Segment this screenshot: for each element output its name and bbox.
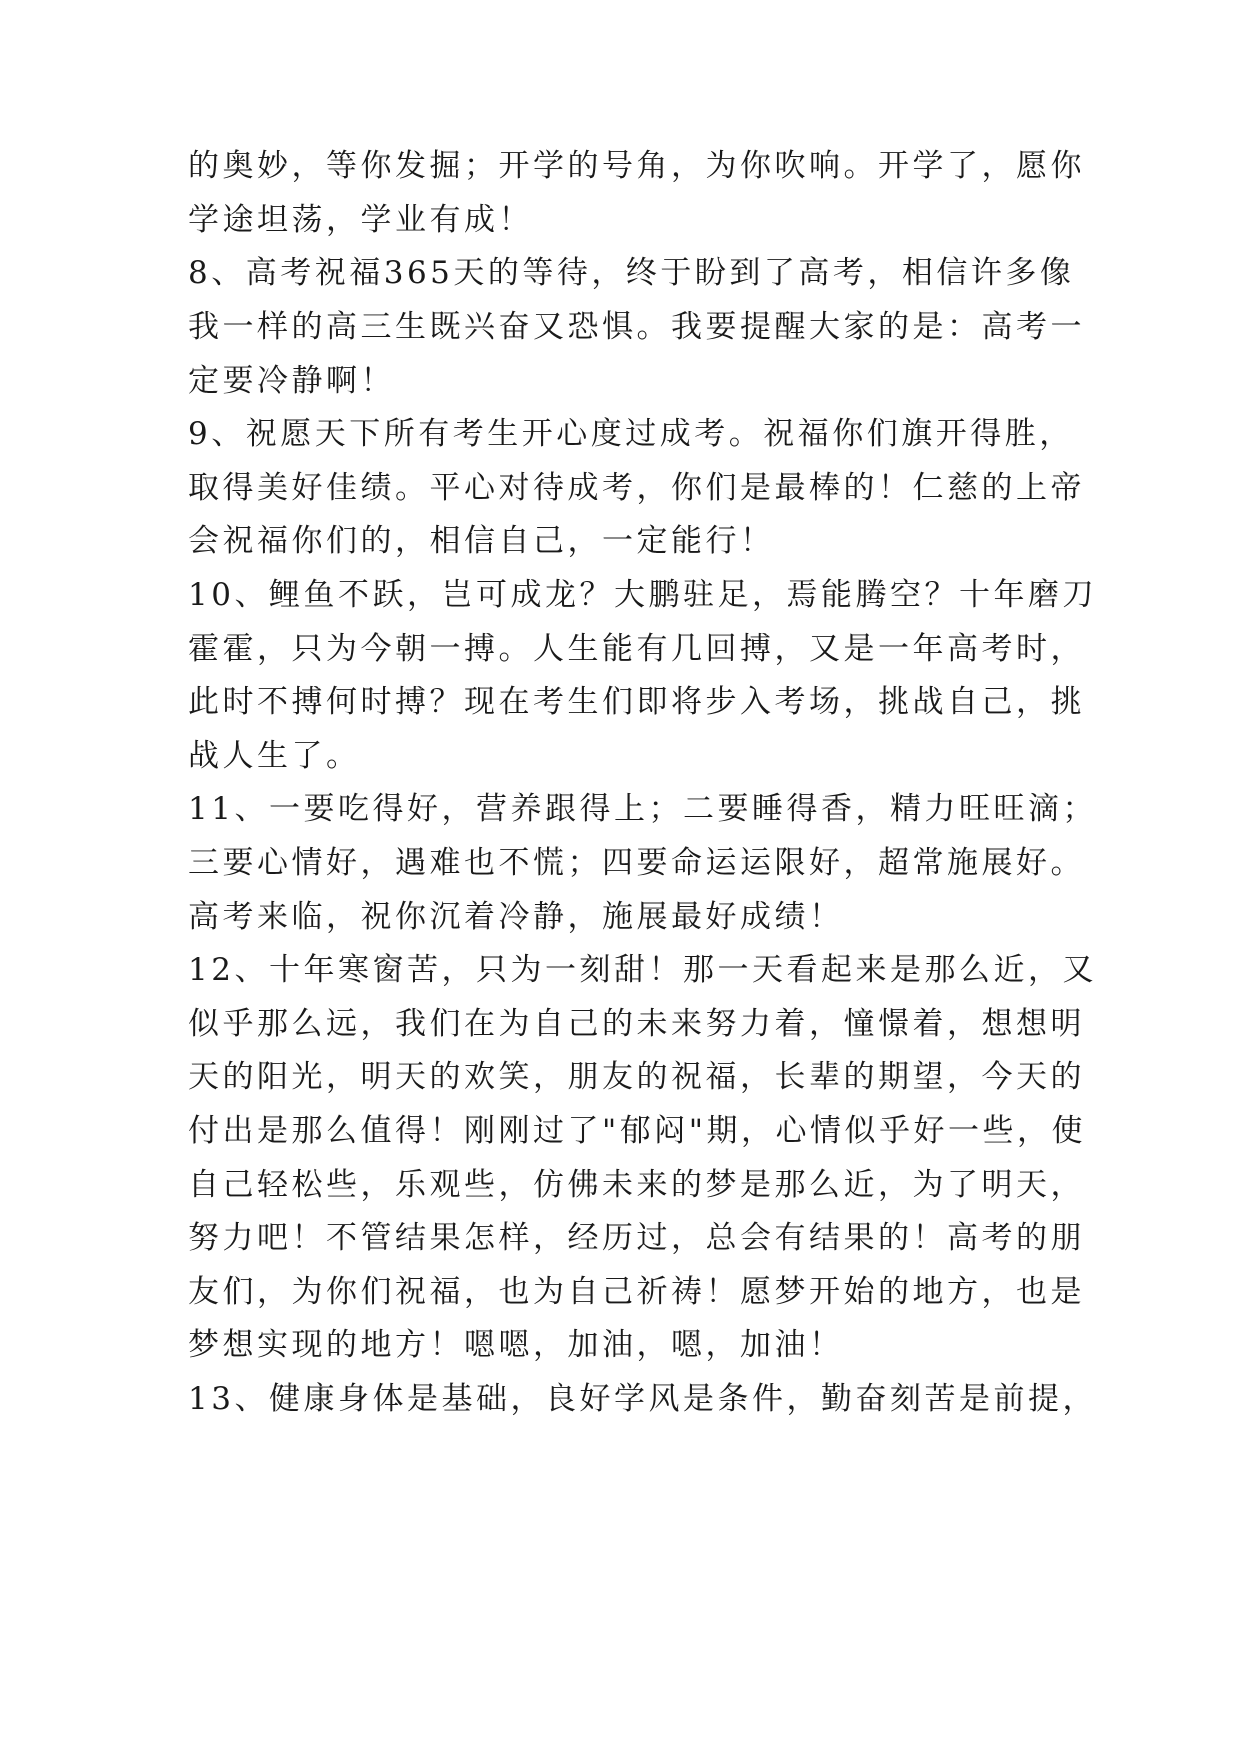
- text-line: 12、十年寒窗苦，只为一刻甜！那一天看起来是那么近，又: [188, 952, 1097, 988]
- text-line: 三要心情好，遇难也不慌；四要命运运限好，超常施展好。: [188, 845, 1085, 881]
- text-line: 学途坦荡，学业有成！: [188, 202, 533, 238]
- text-line: 自己轻松些，乐观些，仿佛未来的梦是那么近，为了明天，: [188, 1167, 1085, 1203]
- text-line: 定要冷静啊！: [188, 363, 395, 399]
- text-line: 霍霍，只为今朝一搏。人生能有几回搏，又是一年高考时，: [188, 631, 1085, 667]
- text-line: 似乎那么远，我们在为自己的未来努力着，憧憬着，想想明: [188, 1006, 1085, 1042]
- text-line: 努力吧！不管结果怎样，经历过，总会有结果的！高考的朋: [188, 1220, 1085, 1256]
- text-line: 13、健康身体是基础，良好学风是条件，勤奋刻苦是前提，: [188, 1381, 1097, 1417]
- text-line: 9、祝愿天下所有考生开心度过成考。祝福你们旗开得胜，: [188, 416, 1074, 452]
- text-line: 11、一要吃得好，营养跟得上；二要睡得香，精力旺旺滴；: [188, 791, 1097, 827]
- text-line: 梦想实现的地方！嗯嗯，加油，嗯，加油！: [188, 1327, 844, 1363]
- text-line: 天的阳光，明天的欢笑，朋友的祝福，长辈的期望，今天的: [188, 1059, 1085, 1095]
- text-line: 付出是那么值得！刚刚过了"郁闷"期，心情似乎好一些，使: [188, 1113, 1087, 1149]
- text-line: 高考来临，祝你沉着冷静，施展最好成绩！: [188, 899, 844, 935]
- text-line: 战人生了。: [188, 738, 361, 774]
- text-line: 我一样的高三生既兴奋又恐惧。我要提醒大家的是：高考一: [188, 309, 1085, 345]
- text-line: 的奥妙，等你发掘；开学的号角，为你吹响。开学了，愿你: [188, 148, 1085, 184]
- text-line: 10、鲤鱼不跃，岂可成龙？大鹏驻足，焉能腾空？十年磨刀: [188, 577, 1097, 613]
- text-line: 8、高考祝福365天的等待，终于盼到了高考，相信许多像: [188, 255, 1075, 291]
- text-line: 会祝福你们的，相信自己，一定能行！: [188, 523, 775, 559]
- text-line: 此时不搏何时搏？现在考生们即将步入考场，挑战自己，挑: [188, 684, 1085, 720]
- text-line: 友们，为你们祝福，也为自己祈祷！愿梦开始的地方，也是: [188, 1274, 1085, 1310]
- text-line: 取得美好佳绩。平心对待成考，你们是最棒的！仁慈的上帝: [188, 470, 1085, 506]
